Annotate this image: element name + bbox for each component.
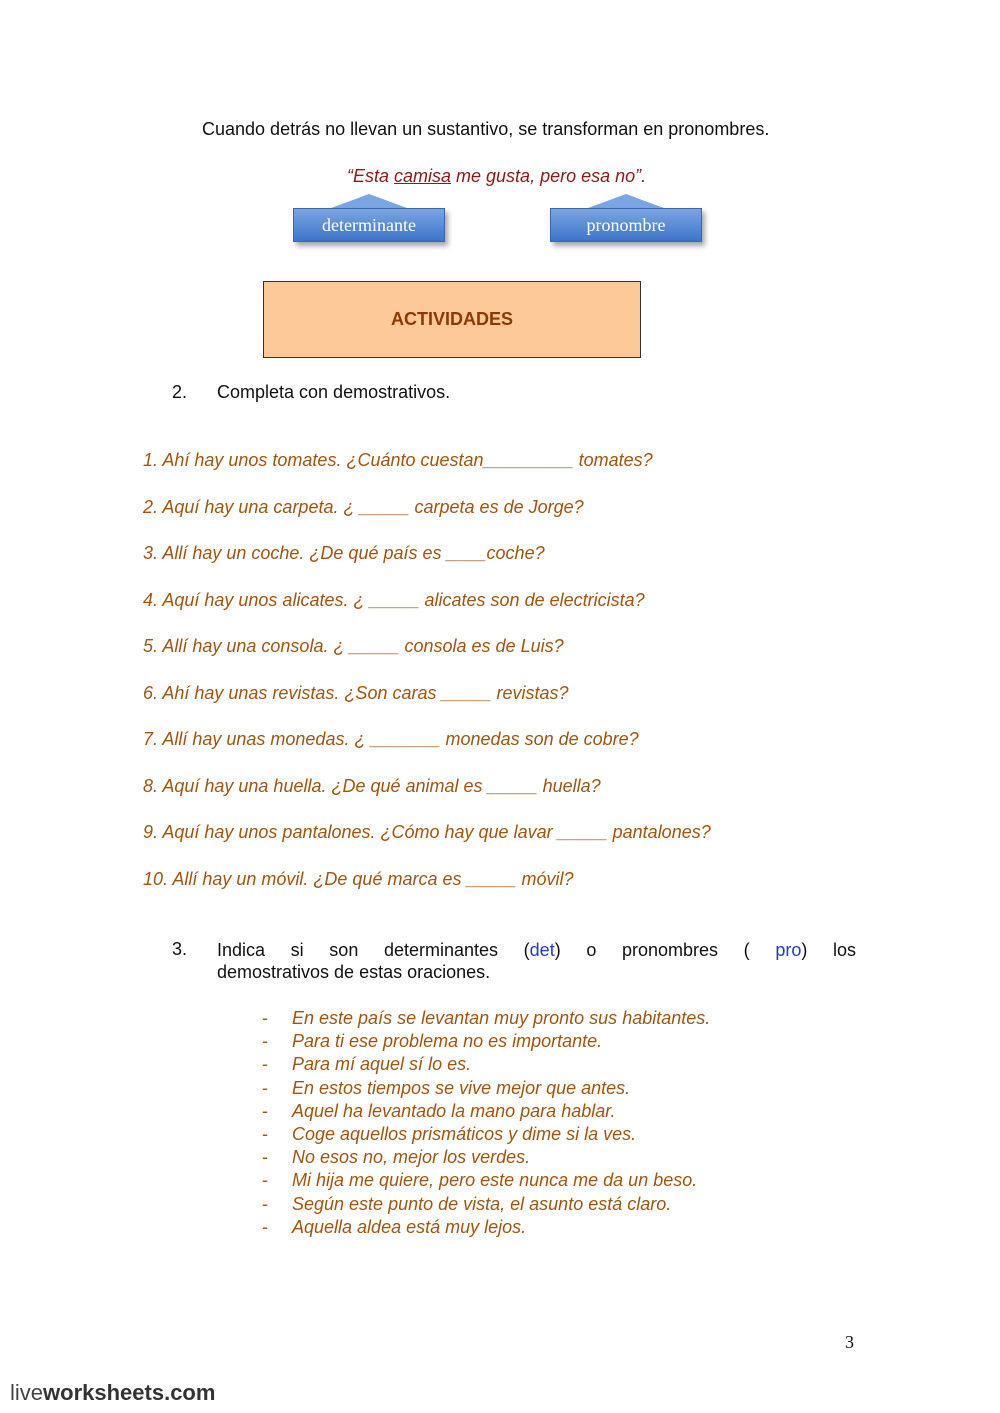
sentence-item — [262, 1170, 710, 1193]
pro-abbrev: pro — [775, 940, 802, 960]
pronombre-label: pronombre — [550, 208, 702, 242]
question-3-number: 3. — [172, 939, 188, 959]
exercise-item: 2. Aquí hay una carpeta. ¿ _____ carpeta es de Jorge? — [143, 496, 584, 517]
brand-suffix: .com — [164, 1380, 216, 1405]
arrow-up-icon — [588, 194, 664, 208]
bullet-dash: - — [262, 1008, 268, 1028]
sentence-item — [262, 1078, 710, 1101]
question-3-text — [217, 939, 856, 983]
det-abbrev: det — [529, 940, 555, 960]
q3-part3: ) los — [801, 940, 856, 960]
question-3-line-2: demostrativos de estas oraciones. — [217, 962, 491, 982]
exercise-item: 7. Allí hay unas monedas. ¿ _______ monedas son de cobre? — [143, 729, 639, 749]
sentence-item — [262, 1147, 710, 1170]
bullet-dash: - — [262, 1216, 268, 1237]
brand-light: live — [10, 1380, 44, 1405]
sentence-item — [262, 1124, 710, 1147]
sentence-text: Mi hija me quiere, pero este nunca me da un beso. — [292, 1170, 698, 1191]
sentence-text: En estos tiempos se vive mejor que antes. — [292, 1077, 631, 1098]
bullet-dash: - — [262, 1100, 268, 1121]
q3-part2: ) o pronombres ( — [554, 940, 776, 960]
bullet-dash: - — [262, 1123, 268, 1144]
exercise-item: 9. Aquí hay unos pantalones. ¿Cómo hay que lavar _____ pantalones? — [143, 822, 711, 842]
sentence-text: Para ti ese problema no es importante. — [292, 1031, 603, 1052]
page-number: 3 — [845, 1332, 854, 1352]
exercise-item: 6. Ahí hay unas revistas. ¿Son caras _____ revistas? — [143, 682, 569, 703]
q3-part1: Indica si son determinantes ( — [217, 940, 530, 960]
exercise-item: 5. Allí hay una consola. ¿ _____ consola es de Luis? — [143, 636, 564, 656]
question-2-number: 2. — [172, 382, 188, 402]
sentence-item — [262, 1031, 710, 1054]
intro-text: Cuando detrás no llevan un sustantivo, se transforman en pronombres. — [202, 119, 770, 139]
exercise-list — [143, 450, 903, 915]
sentence-text: Aquella aldea está muy lejos. — [292, 1216, 527, 1237]
sentence-text: Para mí aquel sí lo es. — [292, 1054, 472, 1075]
question-3-line-1 — [217, 939, 856, 961]
determinante-label: determinante — [293, 208, 445, 242]
example-before: “Esta — [347, 166, 395, 186]
exercise-item: 8. Aquí hay una huella. ¿De qué animal es _____ huella? — [143, 775, 601, 796]
brand-bold: worksheets — [43, 1380, 165, 1405]
sentence-text: Coge aquellos prismáticos y dime si la ves. — [292, 1123, 637, 1144]
bullet-dash: - — [262, 1147, 268, 1168]
example-after: me gusta, pero esa no”. — [451, 166, 647, 186]
sentence-item — [262, 1101, 710, 1124]
activities-title: ACTIVIDADES — [263, 281, 641, 358]
exercise-item: 10. Allí hay un móvil. ¿De qué marca es _____ móvil? — [143, 868, 574, 889]
bullet-dash: - — [262, 1077, 268, 1098]
exercise-item: 3. Allí hay un coche. ¿De qué país es ____coche? — [143, 543, 545, 563]
arrow-up-icon — [331, 194, 407, 208]
question-2-text: Completa con demostrativos. — [217, 382, 451, 402]
example-sentence — [347, 166, 646, 187]
exercise-item: 4. Aquí hay unos alicates. ¿ _____ alicates son de electricista? — [143, 589, 645, 610]
sentence-text: En este país se levantan muy pronto sus habitantes. — [292, 1008, 711, 1028]
bullet-dash: - — [262, 1193, 268, 1214]
sentence-text: No esos no, mejor los verdes. — [292, 1147, 531, 1168]
sentence-list — [262, 1008, 710, 1240]
sentence-item — [262, 1217, 710, 1240]
sentence-text: Según este punto de vista, el asunto está claro. — [292, 1193, 672, 1214]
bullet-dash: - — [262, 1170, 268, 1191]
sentence-item — [262, 1008, 710, 1031]
example-underlined-noun: camisa — [394, 166, 452, 186]
bullet-dash: - — [262, 1054, 268, 1075]
liveworksheets-logo — [10, 1380, 215, 1406]
sentence-item — [262, 1194, 710, 1217]
exercise-item: 1. Ahí hay unos tomates. ¿Cuánto cuestan_________ tomates? — [143, 450, 653, 470]
sentence-item — [262, 1054, 710, 1077]
sentence-text: Aquel ha levantado la mano para hablar. — [292, 1100, 616, 1121]
bullet-dash: - — [262, 1031, 268, 1052]
